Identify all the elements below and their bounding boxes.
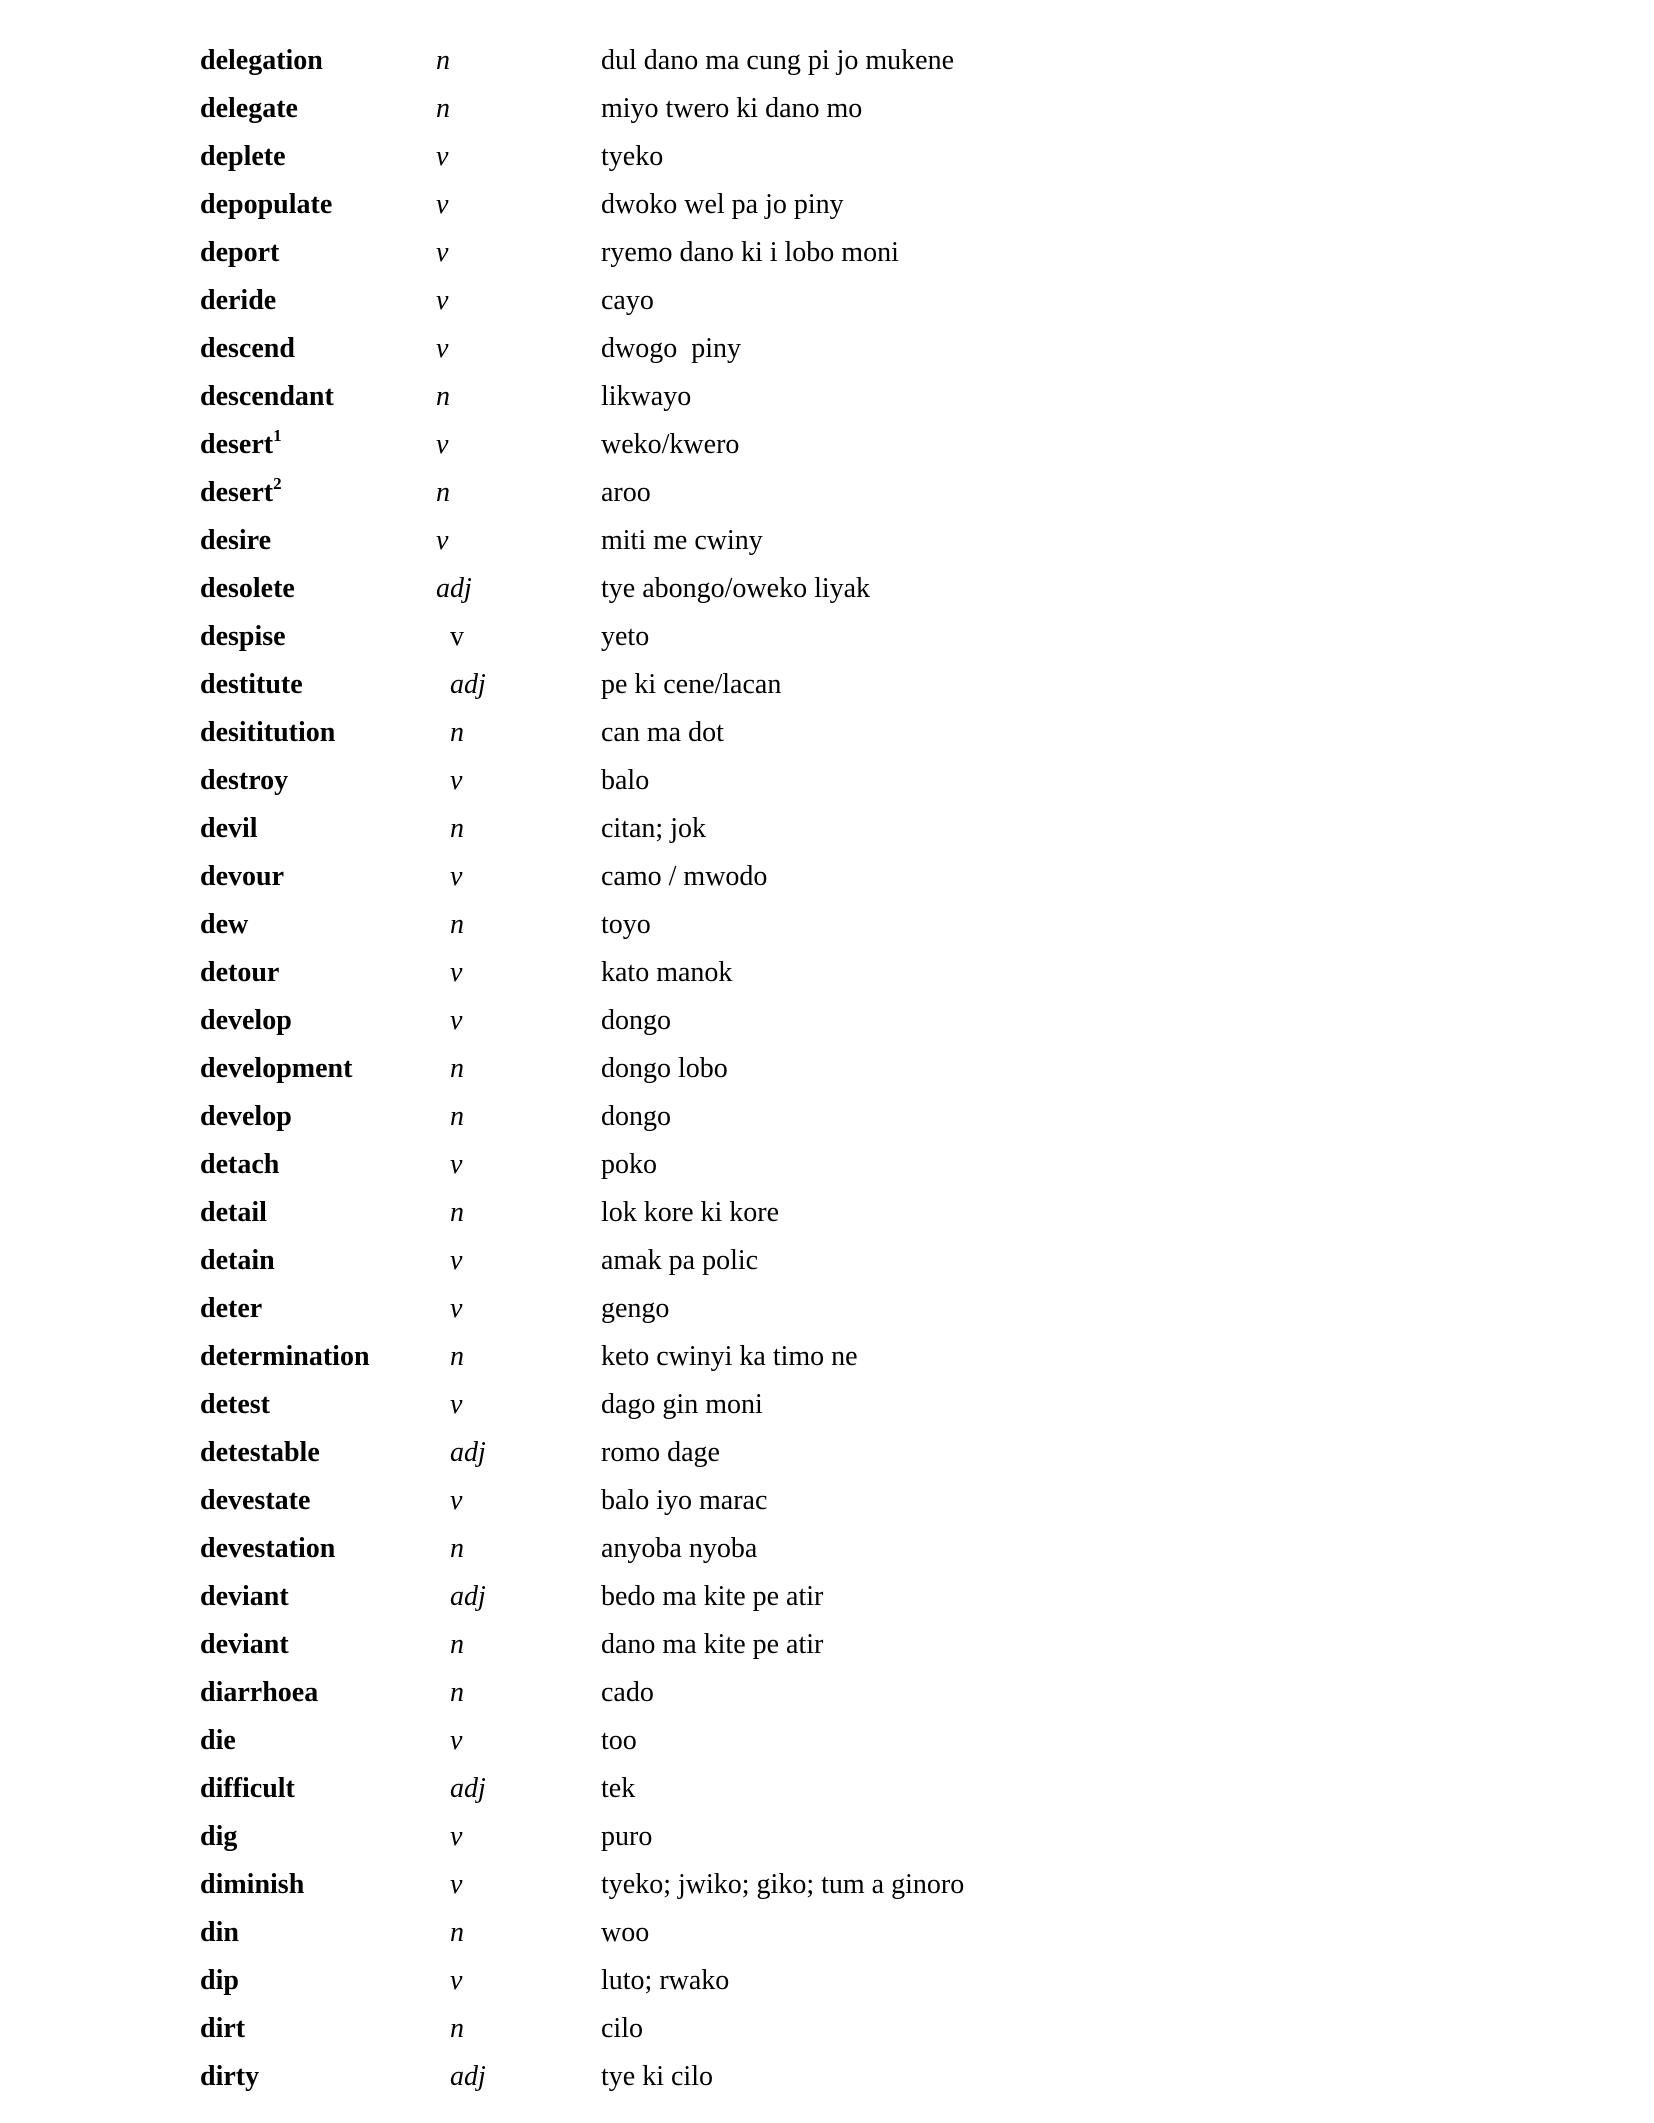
entry-headword: [200, 1532, 335, 1566]
dictionary-entry: [0, 956, 1654, 1004]
headword-text: dig: [200, 1821, 238, 1852]
entry-gloss: luto; rwako: [601, 1965, 730, 1996]
entry-list: [0, 44, 1654, 2108]
entry-gloss: yeto: [601, 621, 650, 652]
headword-text: descend: [200, 333, 295, 364]
entry-gloss: cayo: [601, 285, 654, 316]
entry-part-of-speech: v: [436, 525, 449, 556]
headword-text: devestation: [200, 1533, 336, 1564]
headword-text: destroy: [200, 765, 289, 796]
entry-headword: [200, 1004, 292, 1038]
dictionary-entry: [0, 1916, 1654, 1964]
entry-part-of-speech: n: [450, 1197, 464, 1228]
entry-part-of-speech: v: [436, 429, 449, 460]
headword-text: develop: [200, 1101, 292, 1132]
entry-part-of-speech: adj: [450, 2061, 486, 2092]
entry-gloss: keto cwinyi ka timo ne: [601, 1341, 858, 1372]
entry-headword: [200, 2012, 245, 2046]
headword-text: desert: [200, 429, 274, 460]
entry-part-of-speech: v: [450, 1149, 463, 1180]
dictionary-entry: [0, 140, 1654, 188]
entry-gloss: puro: [601, 1821, 653, 1852]
headword-text: deride: [200, 285, 277, 316]
entry-part-of-speech: v: [450, 621, 464, 652]
headword-text: deport: [200, 237, 280, 268]
entry-gloss: camo / mwodo: [601, 861, 768, 892]
dictionary-entry: [0, 1532, 1654, 1580]
dictionary-entry: [0, 1484, 1654, 1532]
dictionary-entry: [0, 425, 1654, 476]
entry-headword: [200, 1724, 236, 1758]
entry-headword: [200, 860, 284, 894]
entry-part-of-speech: n: [436, 45, 450, 76]
entry-part-of-speech: n: [436, 93, 450, 124]
entry-headword: [200, 956, 279, 990]
dictionary-entry: [0, 1820, 1654, 1868]
entry-gloss: can ma dot: [601, 717, 724, 748]
headword-text: delegate: [200, 93, 298, 124]
dictionary-entry: [0, 668, 1654, 716]
dictionary-entry: [0, 236, 1654, 284]
entry-part-of-speech: v: [436, 189, 449, 220]
entry-gloss: cado: [601, 1677, 654, 1708]
entry-part-of-speech: adj: [450, 1773, 486, 1804]
entry-gloss: likwayo: [601, 381, 692, 412]
dictionary-entry: [0, 44, 1654, 92]
entry-headword: [200, 764, 288, 798]
headword-text: dirt: [200, 2013, 246, 2044]
entry-headword: [200, 1868, 304, 1902]
entry-gloss: aroo: [601, 477, 651, 508]
dictionary-entry: [0, 1676, 1654, 1724]
entry-part-of-speech: n: [450, 1533, 464, 1564]
entry-part-of-speech: v: [450, 1965, 463, 1996]
entry-gloss: woo: [601, 1917, 650, 1948]
dictionary-entry: [0, 1196, 1654, 1244]
dictionary-entry: [0, 1868, 1654, 1916]
headword-text: development: [200, 1053, 353, 1084]
entry-gloss: tye abongo/oweko liyak: [601, 573, 871, 604]
headword-text: devil: [200, 813, 258, 844]
dictionary-entry: [0, 620, 1654, 668]
entry-headword: [200, 284, 276, 318]
headword-text: din: [200, 1917, 239, 1948]
headword-text: diarrhoea: [200, 1677, 319, 1708]
entry-part-of-speech: v: [450, 1821, 463, 1852]
headword-text: develop: [200, 1005, 292, 1036]
dictionary-entry: [0, 860, 1654, 908]
headword-text: desolete: [200, 573, 295, 604]
entry-gloss: tyeko: [601, 141, 664, 172]
entry-headword: [200, 1436, 320, 1470]
entry-part-of-speech: n: [450, 717, 464, 748]
headword-text: dip: [200, 1965, 239, 1996]
headword-text: destitute: [200, 669, 303, 700]
entry-part-of-speech: v: [450, 1389, 463, 1420]
entry-headword: [200, 1100, 292, 1134]
entry-part-of-speech: v: [436, 285, 449, 316]
entry-gloss: gengo: [601, 1293, 670, 1324]
entry-gloss: citan; jok: [601, 813, 706, 844]
entry-gloss: dago gin moni: [601, 1389, 763, 1420]
entry-headword: [200, 1628, 289, 1662]
entry-gloss: lok kore ki kore: [601, 1197, 780, 1228]
entry-gloss: too: [601, 1725, 637, 1756]
entry-headword: [200, 92, 298, 126]
entry-gloss: tek: [601, 1773, 636, 1804]
homonym-number: 2: [273, 473, 282, 493]
entry-gloss: miti me cwiny: [601, 525, 763, 556]
entry-headword: [200, 1292, 262, 1326]
entry-headword: [200, 1820, 237, 1854]
entry-part-of-speech: adj: [450, 1581, 486, 1612]
entry-headword: [200, 524, 271, 558]
headword-text: desire: [200, 525, 272, 556]
entry-gloss: dano ma kite pe atir: [601, 1629, 824, 1660]
entry-headword: [200, 1196, 267, 1230]
entry-headword: [200, 188, 332, 222]
dictionary-entry: [0, 1772, 1654, 1820]
dictionary-entry: [0, 1052, 1654, 1100]
dictionary-entry: [0, 1580, 1654, 1628]
entry-part-of-speech: adj: [450, 1437, 486, 1468]
entry-part-of-speech: v: [436, 333, 449, 364]
homonym-number: 1: [273, 425, 282, 445]
entry-headword: [200, 425, 282, 462]
entry-part-of-speech: v: [436, 141, 449, 172]
headword-text: despise: [200, 621, 286, 652]
entry-part-of-speech: n: [450, 1629, 464, 1660]
headword-text: detest: [200, 1389, 270, 1420]
entry-part-of-speech: adj: [450, 669, 486, 700]
dictionary-entry: [0, 1724, 1654, 1772]
entry-gloss: dwogo piny: [601, 333, 741, 364]
entry-headword: [200, 572, 295, 606]
headword-text: dew: [200, 909, 249, 940]
headword-text: devour: [200, 861, 284, 892]
entry-gloss: balo: [601, 765, 650, 796]
entry-headword: [200, 1964, 239, 1998]
entry-gloss: amak pa polic: [601, 1245, 759, 1276]
entry-part-of-speech: n: [436, 477, 450, 508]
entry-headword: [200, 140, 286, 174]
entry-part-of-speech: v: [436, 237, 449, 268]
headword-text: deter: [200, 1293, 263, 1324]
entry-headword: [200, 908, 248, 942]
dictionary-entry: [0, 524, 1654, 572]
headword-text: dirty: [200, 2061, 260, 2092]
entry-headword: [200, 1916, 239, 1950]
headword-text: detail: [200, 1197, 267, 1228]
headword-text: desititution: [200, 717, 336, 748]
entry-gloss: tyeko; jwiko; giko; tum a ginoro: [601, 1869, 965, 1900]
headword-text: detestable: [200, 1437, 320, 1468]
entry-part-of-speech: n: [436, 381, 450, 412]
dictionary-entry: [0, 1436, 1654, 1484]
entry-headword: [200, 1340, 370, 1374]
entry-part-of-speech: v: [450, 765, 463, 796]
dictionary-entry: [0, 1100, 1654, 1148]
entry-headword: [200, 332, 295, 366]
entry-part-of-speech: v: [450, 861, 463, 892]
headword-text: desert: [200, 477, 274, 508]
headword-text: detour: [200, 957, 280, 988]
headword-text: delegation: [200, 45, 323, 76]
dictionary-entry: [0, 188, 1654, 236]
entry-headword: [200, 2060, 259, 2094]
dictionary-entry: [0, 908, 1654, 956]
entry-part-of-speech: n: [450, 813, 464, 844]
entry-headword: [200, 1580, 289, 1614]
entry-part-of-speech: adj: [436, 573, 472, 604]
dictionary-entry: [0, 1340, 1654, 1388]
entry-gloss: toyo: [601, 909, 651, 940]
entry-gloss: kato manok: [601, 957, 733, 988]
entry-headword: [200, 1484, 310, 1518]
entry-gloss: romo dage: [601, 1437, 720, 1468]
entry-part-of-speech: n: [450, 1341, 464, 1372]
entry-part-of-speech: v: [450, 957, 463, 988]
entry-gloss: pe ki cene/lacan: [601, 669, 782, 700]
headword-text: die: [200, 1725, 236, 1756]
dictionary-entry: [0, 1244, 1654, 1292]
entry-gloss: anyoba nyoba: [601, 1533, 758, 1564]
entry-gloss: dwoko wel pa jo piny: [601, 189, 844, 220]
entry-headword: [200, 716, 335, 750]
entry-part-of-speech: n: [450, 1053, 464, 1084]
entry-headword: [200, 380, 334, 414]
entry-headword: [200, 1244, 275, 1278]
entry-part-of-speech: v: [450, 1485, 463, 1516]
entry-headword: [200, 1388, 270, 1422]
entry-gloss: poko: [601, 1149, 657, 1180]
dictionary-entry: [0, 473, 1654, 524]
headword-text: deviant: [200, 1629, 289, 1660]
entry-part-of-speech: v: [450, 1869, 463, 1900]
dictionary-entry: [0, 1292, 1654, 1340]
entry-headword: [200, 1772, 295, 1806]
dictionary-entry: [0, 92, 1654, 140]
entry-part-of-speech: n: [450, 1101, 464, 1132]
headword-text: deplete: [200, 141, 286, 172]
headword-text: difficult: [200, 1773, 295, 1804]
headword-text: diminish: [200, 1869, 305, 1900]
dictionary-entry: [0, 572, 1654, 620]
dictionary-entry: [0, 380, 1654, 428]
dictionary-entry: [0, 1964, 1654, 2012]
dictionary-entry: [0, 1148, 1654, 1196]
entry-headword: [200, 44, 323, 78]
entry-part-of-speech: v: [450, 1245, 463, 1276]
dictionary-entry: [0, 764, 1654, 812]
dictionary-entry: [0, 716, 1654, 764]
entry-headword: [200, 473, 282, 510]
dictionary-entry: [0, 2060, 1654, 2108]
entry-part-of-speech: v: [450, 1725, 463, 1756]
entry-gloss: miyo twero ki dano mo: [601, 93, 863, 124]
entry-headword: [200, 668, 303, 702]
dictionary-entry: [0, 332, 1654, 380]
headword-text: depopulate: [200, 189, 333, 220]
entry-gloss: balo iyo marac: [601, 1485, 768, 1516]
entry-part-of-speech: n: [450, 1677, 464, 1708]
headword-text: detach: [200, 1149, 280, 1180]
entry-gloss: weko/kwero: [601, 429, 740, 460]
entry-gloss: ryemo dano ki i lobo moni: [601, 237, 899, 268]
entry-gloss: dongo: [601, 1005, 671, 1036]
entry-headword: [200, 1676, 318, 1710]
entry-gloss: bedo ma kite pe atir: [601, 1581, 824, 1612]
entry-gloss: cilo: [601, 2013, 643, 2044]
entry-headword: [200, 1052, 352, 1086]
dictionary-entry: [0, 284, 1654, 332]
entry-part-of-speech: v: [450, 1005, 463, 1036]
entry-gloss: dongo: [601, 1101, 671, 1132]
entry-part-of-speech: n: [450, 1917, 464, 1948]
entry-headword: [200, 1148, 279, 1182]
dictionary-entry: [0, 812, 1654, 860]
entry-gloss: dul dano ma cung pi jo mukene: [601, 45, 955, 76]
entry-headword: [200, 236, 279, 270]
entry-headword: [200, 812, 258, 846]
headword-text: detain: [200, 1245, 275, 1276]
entry-gloss: dongo lobo: [601, 1053, 728, 1084]
entry-part-of-speech: n: [450, 2013, 464, 2044]
headword-text: descendant: [200, 381, 334, 412]
headword-text: determination: [200, 1341, 370, 1372]
entry-part-of-speech: v: [450, 1293, 463, 1324]
headword-text: devestate: [200, 1485, 311, 1516]
entry-headword: [200, 620, 286, 654]
entry-part-of-speech: n: [450, 909, 464, 940]
headword-text: deviant: [200, 1581, 289, 1612]
dictionary-entry: [0, 2012, 1654, 2060]
entry-gloss: tye ki cilo: [601, 2061, 713, 2092]
dictionary-entry: [0, 1388, 1654, 1436]
dictionary-entry: [0, 1004, 1654, 1052]
dictionary-entry: [0, 1628, 1654, 1676]
